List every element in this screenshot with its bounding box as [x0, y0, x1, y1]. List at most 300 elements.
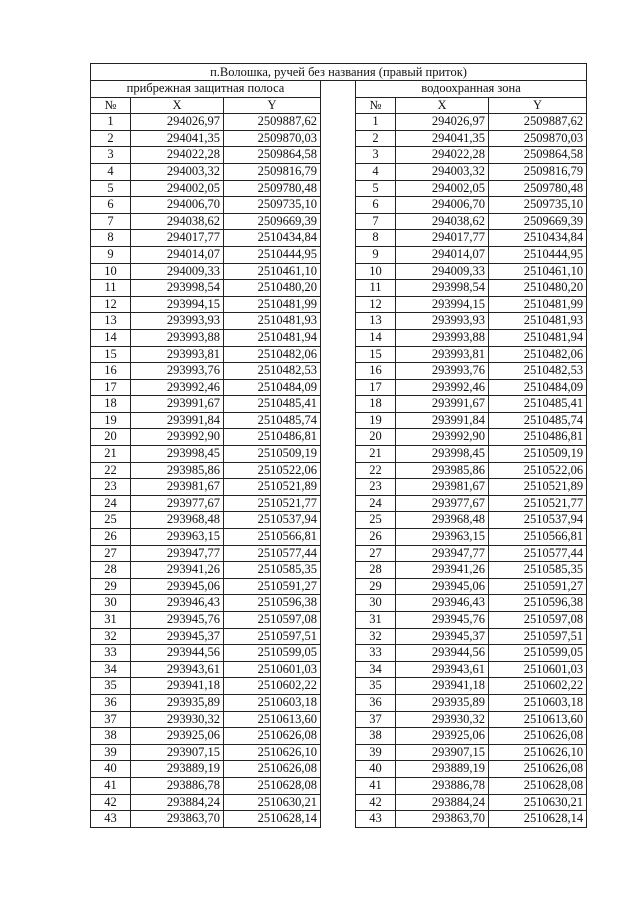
right-point-number: 8	[356, 230, 396, 247]
right-point-number: 31	[356, 612, 396, 629]
left-point-number: 13	[91, 313, 131, 330]
left-y-value: 2510521,89	[224, 479, 321, 496]
right-point-number: 29	[356, 578, 396, 595]
left-x-value: 293863,70	[131, 811, 224, 828]
title-row	[91, 64, 587, 81]
table-row	[91, 313, 587, 330]
left-x-value: 293945,37	[131, 628, 224, 645]
left-y-value: 2510613,60	[224, 711, 321, 728]
right-x-value: 293963,15	[396, 529, 489, 546]
left-point-number: 34	[91, 661, 131, 678]
right-point-number: 11	[356, 280, 396, 297]
column-gap	[321, 313, 356, 330]
column-gap	[321, 728, 356, 745]
left-y-value: 2509870,03	[224, 130, 321, 147]
left-x-value: 293993,93	[131, 313, 224, 330]
right-point-number: 14	[356, 329, 396, 346]
right-y-value: 2510577,44	[489, 545, 587, 562]
column-gap	[321, 329, 356, 346]
left-y-value: 2510602,22	[224, 678, 321, 695]
section-heading-row	[91, 81, 587, 98]
right-y-value: 2510566,81	[489, 529, 587, 546]
table-row	[91, 147, 587, 164]
right-point-number: 38	[356, 728, 396, 745]
left-x-value: 293981,67	[131, 479, 224, 496]
right-y-value: 2510481,99	[489, 296, 587, 313]
column-gap	[321, 495, 356, 512]
table-row	[91, 661, 587, 678]
column-gap	[321, 512, 356, 529]
table-row	[91, 114, 587, 131]
right-point-number: 5	[356, 180, 396, 197]
right-y-value: 2510597,51	[489, 628, 587, 645]
left-point-number: 20	[91, 429, 131, 446]
right-point-number: 33	[356, 645, 396, 662]
column-gap	[321, 711, 356, 728]
table-row	[91, 761, 587, 778]
left-y-value: 2510480,20	[224, 280, 321, 297]
right-x-value: 294002,05	[396, 180, 489, 197]
table-row	[91, 363, 587, 380]
right-y-value: 2510485,41	[489, 396, 587, 413]
column-gap	[321, 396, 356, 413]
left-x-value: 293993,88	[131, 329, 224, 346]
left-x-value: 293884,24	[131, 794, 224, 811]
column-gap	[321, 147, 356, 164]
left-x-value: 293941,26	[131, 562, 224, 579]
column-gap	[321, 180, 356, 197]
right-point-number: 23	[356, 479, 396, 496]
right-point-number: 7	[356, 213, 396, 230]
right-point-number: 40	[356, 761, 396, 778]
right-y-value: 2510591,27	[489, 578, 587, 595]
right-x-value: 293968,48	[396, 512, 489, 529]
left-point-number: 1	[91, 114, 131, 131]
table-row	[91, 396, 587, 413]
left-point-number: 29	[91, 578, 131, 595]
left-y-value: 2510626,10	[224, 744, 321, 761]
right-point-number: 15	[356, 346, 396, 363]
right-x-value: 293889,19	[396, 761, 489, 778]
left-point-number: 37	[91, 711, 131, 728]
right-x-value: 293985,86	[396, 462, 489, 479]
coordinates-table-body	[91, 64, 587, 828]
column-gap	[321, 446, 356, 463]
left-section-heading: прибрежная защитная полоса	[91, 81, 321, 98]
left-point-number: 36	[91, 694, 131, 711]
column-gap	[321, 163, 356, 180]
right-x-value: 294017,77	[396, 230, 489, 247]
right-x-value: 293886,78	[396, 777, 489, 794]
column-gap	[321, 479, 356, 496]
right-x-value: 293981,67	[396, 479, 489, 496]
table-row	[91, 180, 587, 197]
left-x-value: 294022,28	[131, 147, 224, 164]
right-point-number: 4	[356, 163, 396, 180]
table-row	[91, 811, 587, 828]
left-y-value: 2510481,94	[224, 329, 321, 346]
left-y-value: 2510434,84	[224, 230, 321, 247]
right-point-number: 10	[356, 263, 396, 280]
left-col-x-header: X	[131, 97, 224, 114]
right-col-number-header: №	[356, 97, 396, 114]
left-x-value: 293947,77	[131, 545, 224, 562]
table-row	[91, 578, 587, 595]
right-point-number: 22	[356, 462, 396, 479]
left-x-value: 294002,05	[131, 180, 224, 197]
right-x-value: 293930,32	[396, 711, 489, 728]
left-point-number: 18	[91, 396, 131, 413]
right-point-number: 12	[356, 296, 396, 313]
column-gap	[321, 595, 356, 612]
left-x-value: 293907,15	[131, 744, 224, 761]
right-point-number: 26	[356, 529, 396, 546]
table-row	[91, 429, 587, 446]
right-point-number: 37	[356, 711, 396, 728]
table-row	[91, 263, 587, 280]
left-x-value: 293994,15	[131, 296, 224, 313]
right-x-value: 293993,88	[396, 329, 489, 346]
left-point-number: 19	[91, 412, 131, 429]
left-point-number: 8	[91, 230, 131, 247]
right-x-value: 293944,56	[396, 645, 489, 662]
column-gap	[321, 612, 356, 629]
right-point-number: 32	[356, 628, 396, 645]
column-gap	[321, 811, 356, 828]
table-row	[91, 711, 587, 728]
table-row	[91, 379, 587, 396]
left-point-number: 42	[91, 794, 131, 811]
table-row	[91, 246, 587, 263]
column-gap	[321, 545, 356, 562]
column-gap	[321, 412, 356, 429]
column-gap	[321, 230, 356, 247]
left-y-value: 2509780,48	[224, 180, 321, 197]
right-y-value: 2510599,05	[489, 645, 587, 662]
right-y-value: 2510603,18	[489, 694, 587, 711]
left-col-number-header: №	[91, 97, 131, 114]
column-gap	[321, 761, 356, 778]
table-row	[91, 529, 587, 546]
right-x-value: 293941,26	[396, 562, 489, 579]
left-x-value: 293963,15	[131, 529, 224, 546]
column-gap	[321, 197, 356, 214]
left-x-value: 293992,90	[131, 429, 224, 446]
left-x-value: 293945,06	[131, 578, 224, 595]
table-row	[91, 645, 587, 662]
column-header-row	[91, 97, 587, 114]
right-point-number: 20	[356, 429, 396, 446]
table-row	[91, 562, 587, 579]
left-y-value: 2510537,94	[224, 512, 321, 529]
right-x-value: 293991,84	[396, 412, 489, 429]
column-gap	[321, 81, 356, 98]
right-x-value: 294041,35	[396, 130, 489, 147]
left-point-number: 30	[91, 595, 131, 612]
left-x-value: 293944,56	[131, 645, 224, 662]
left-point-number: 43	[91, 811, 131, 828]
right-section-heading: водоохранная зона	[356, 81, 587, 98]
right-y-value: 2510601,03	[489, 661, 587, 678]
right-y-value: 2510444,95	[489, 246, 587, 263]
right-x-value: 294006,70	[396, 197, 489, 214]
right-y-value: 2510521,77	[489, 495, 587, 512]
left-x-value: 294003,32	[131, 163, 224, 180]
left-x-value: 293998,45	[131, 446, 224, 463]
right-x-value: 293943,61	[396, 661, 489, 678]
column-gap	[321, 678, 356, 695]
left-x-value: 293925,06	[131, 728, 224, 745]
column-gap	[321, 529, 356, 546]
left-point-number: 32	[91, 628, 131, 645]
column-gap	[321, 462, 356, 479]
right-y-value: 2509816,79	[489, 163, 587, 180]
right-x-value: 293993,93	[396, 313, 489, 330]
column-gap	[321, 114, 356, 131]
left-y-value: 2510461,10	[224, 263, 321, 280]
column-gap	[321, 363, 356, 380]
table-row	[91, 130, 587, 147]
left-y-value: 2510630,21	[224, 794, 321, 811]
left-x-value: 294009,33	[131, 263, 224, 280]
column-gap	[321, 97, 356, 114]
left-y-value: 2509864,58	[224, 147, 321, 164]
left-point-number: 35	[91, 678, 131, 695]
right-x-value: 293993,81	[396, 346, 489, 363]
right-y-value: 2510480,20	[489, 280, 587, 297]
right-y-value: 2510597,08	[489, 612, 587, 629]
left-point-number: 2	[91, 130, 131, 147]
column-gap	[321, 429, 356, 446]
right-y-value: 2509870,03	[489, 130, 587, 147]
left-y-value: 2510481,93	[224, 313, 321, 330]
left-y-value: 2510626,08	[224, 728, 321, 745]
right-y-value: 2510596,38	[489, 595, 587, 612]
table-row	[91, 163, 587, 180]
right-y-value: 2510537,94	[489, 512, 587, 529]
right-y-value: 2509864,58	[489, 147, 587, 164]
right-y-value: 2510481,93	[489, 313, 587, 330]
right-x-value: 293992,90	[396, 429, 489, 446]
right-x-value: 293945,06	[396, 578, 489, 595]
right-x-value: 294026,97	[396, 114, 489, 131]
right-x-value: 293947,77	[396, 545, 489, 562]
right-y-value: 2510461,10	[489, 263, 587, 280]
right-y-value: 2509735,10	[489, 197, 587, 214]
right-point-number: 9	[356, 246, 396, 263]
right-y-value: 2510626,08	[489, 761, 587, 778]
left-y-value: 2509669,39	[224, 213, 321, 230]
left-x-value: 293930,32	[131, 711, 224, 728]
table-row	[91, 744, 587, 761]
right-point-number: 41	[356, 777, 396, 794]
left-x-value: 293941,18	[131, 678, 224, 695]
right-point-number: 16	[356, 363, 396, 380]
table-row	[91, 495, 587, 512]
right-point-number: 42	[356, 794, 396, 811]
table-row	[91, 329, 587, 346]
left-x-value: 293943,61	[131, 661, 224, 678]
column-gap	[321, 296, 356, 313]
left-y-value: 2510599,05	[224, 645, 321, 662]
right-x-value: 293992,46	[396, 379, 489, 396]
right-y-value: 2510602,22	[489, 678, 587, 695]
left-point-number: 28	[91, 562, 131, 579]
right-y-value: 2509669,39	[489, 213, 587, 230]
left-y-value: 2510591,27	[224, 578, 321, 595]
left-x-value: 293991,67	[131, 396, 224, 413]
right-point-number: 1	[356, 114, 396, 131]
right-x-value: 293945,76	[396, 612, 489, 629]
right-point-number: 35	[356, 678, 396, 695]
table-row	[91, 628, 587, 645]
right-point-number: 27	[356, 545, 396, 562]
left-y-value: 2510482,53	[224, 363, 321, 380]
column-gap	[321, 130, 356, 147]
right-y-value: 2509780,48	[489, 180, 587, 197]
column-gap	[321, 263, 356, 280]
left-y-value: 2510521,77	[224, 495, 321, 512]
left-point-number: 17	[91, 379, 131, 396]
right-point-number: 34	[356, 661, 396, 678]
left-y-value: 2510577,44	[224, 545, 321, 562]
left-x-value: 294014,07	[131, 246, 224, 263]
right-point-number: 43	[356, 811, 396, 828]
column-gap	[321, 628, 356, 645]
left-y-value: 2509816,79	[224, 163, 321, 180]
right-x-value: 293993,76	[396, 363, 489, 380]
right-x-value: 294014,07	[396, 246, 489, 263]
left-x-value: 293993,81	[131, 346, 224, 363]
left-point-number: 24	[91, 495, 131, 512]
left-x-value: 293993,76	[131, 363, 224, 380]
left-x-value: 294026,97	[131, 114, 224, 131]
left-y-value: 2510482,06	[224, 346, 321, 363]
right-x-value: 294038,62	[396, 213, 489, 230]
left-point-number: 33	[91, 645, 131, 662]
right-y-value: 2510482,53	[489, 363, 587, 380]
left-y-value: 2510444,95	[224, 246, 321, 263]
table-row	[91, 412, 587, 429]
table-row	[91, 197, 587, 214]
right-y-value: 2510434,84	[489, 230, 587, 247]
column-gap	[321, 777, 356, 794]
table-row	[91, 545, 587, 562]
left-x-value: 294006,70	[131, 197, 224, 214]
right-point-number: 24	[356, 495, 396, 512]
table-row	[91, 230, 587, 247]
left-x-value: 293992,46	[131, 379, 224, 396]
left-point-number: 10	[91, 263, 131, 280]
left-point-number: 21	[91, 446, 131, 463]
left-y-value: 2510601,03	[224, 661, 321, 678]
column-gap	[321, 794, 356, 811]
column-gap	[321, 578, 356, 595]
left-x-value: 293968,48	[131, 512, 224, 529]
right-x-value: 293925,06	[396, 728, 489, 745]
right-x-value: 293907,15	[396, 744, 489, 761]
left-x-value: 293977,67	[131, 495, 224, 512]
right-y-value: 2510482,06	[489, 346, 587, 363]
right-point-number: 21	[356, 446, 396, 463]
right-point-number: 6	[356, 197, 396, 214]
left-point-number: 14	[91, 329, 131, 346]
left-x-value: 294038,62	[131, 213, 224, 230]
left-point-number: 23	[91, 479, 131, 496]
left-point-number: 12	[91, 296, 131, 313]
right-y-value: 2510585,35	[489, 562, 587, 579]
right-y-value: 2510509,19	[489, 446, 587, 463]
right-y-value: 2509887,62	[489, 114, 587, 131]
left-x-value: 294017,77	[131, 230, 224, 247]
right-point-number: 39	[356, 744, 396, 761]
column-gap	[321, 246, 356, 263]
right-x-value: 294003,32	[396, 163, 489, 180]
right-col-y-header: Y	[489, 97, 587, 114]
right-x-value: 293946,43	[396, 595, 489, 612]
table-row	[91, 446, 587, 463]
left-x-value: 293998,54	[131, 280, 224, 297]
right-point-number: 19	[356, 412, 396, 429]
left-x-value: 293945,76	[131, 612, 224, 629]
right-point-number: 28	[356, 562, 396, 579]
right-x-value: 294022,28	[396, 147, 489, 164]
left-y-value: 2509887,62	[224, 114, 321, 131]
left-x-value: 293991,84	[131, 412, 224, 429]
left-y-value: 2510585,35	[224, 562, 321, 579]
right-point-number: 13	[356, 313, 396, 330]
table-row	[91, 462, 587, 479]
left-y-value: 2510522,06	[224, 462, 321, 479]
left-point-number: 25	[91, 512, 131, 529]
left-point-number: 7	[91, 213, 131, 230]
left-y-value: 2510626,08	[224, 761, 321, 778]
right-point-number: 36	[356, 694, 396, 711]
column-gap	[321, 694, 356, 711]
right-y-value: 2510522,06	[489, 462, 587, 479]
right-y-value: 2510628,08	[489, 777, 587, 794]
left-x-value: 293935,89	[131, 694, 224, 711]
left-y-value: 2510566,81	[224, 529, 321, 546]
right-point-number: 3	[356, 147, 396, 164]
left-point-number: 38	[91, 728, 131, 745]
left-x-value: 293886,78	[131, 777, 224, 794]
left-point-number: 3	[91, 147, 131, 164]
table-row	[91, 595, 587, 612]
column-gap	[321, 379, 356, 396]
left-point-number: 41	[91, 777, 131, 794]
right-point-number: 18	[356, 396, 396, 413]
coordinates-sheet	[90, 63, 586, 828]
table-row	[91, 794, 587, 811]
left-point-number: 40	[91, 761, 131, 778]
left-y-value: 2510484,09	[224, 379, 321, 396]
left-point-number: 9	[91, 246, 131, 263]
right-col-x-header: X	[396, 97, 489, 114]
left-x-value: 293946,43	[131, 595, 224, 612]
table-row	[91, 512, 587, 529]
left-point-number: 39	[91, 744, 131, 761]
table-row	[91, 728, 587, 745]
right-x-value: 293945,37	[396, 628, 489, 645]
right-x-value: 294009,33	[396, 263, 489, 280]
left-point-number: 6	[91, 197, 131, 214]
column-gap	[321, 645, 356, 662]
right-x-value: 293977,67	[396, 495, 489, 512]
table-row	[91, 213, 587, 230]
left-point-number: 15	[91, 346, 131, 363]
right-x-value: 293941,18	[396, 678, 489, 695]
